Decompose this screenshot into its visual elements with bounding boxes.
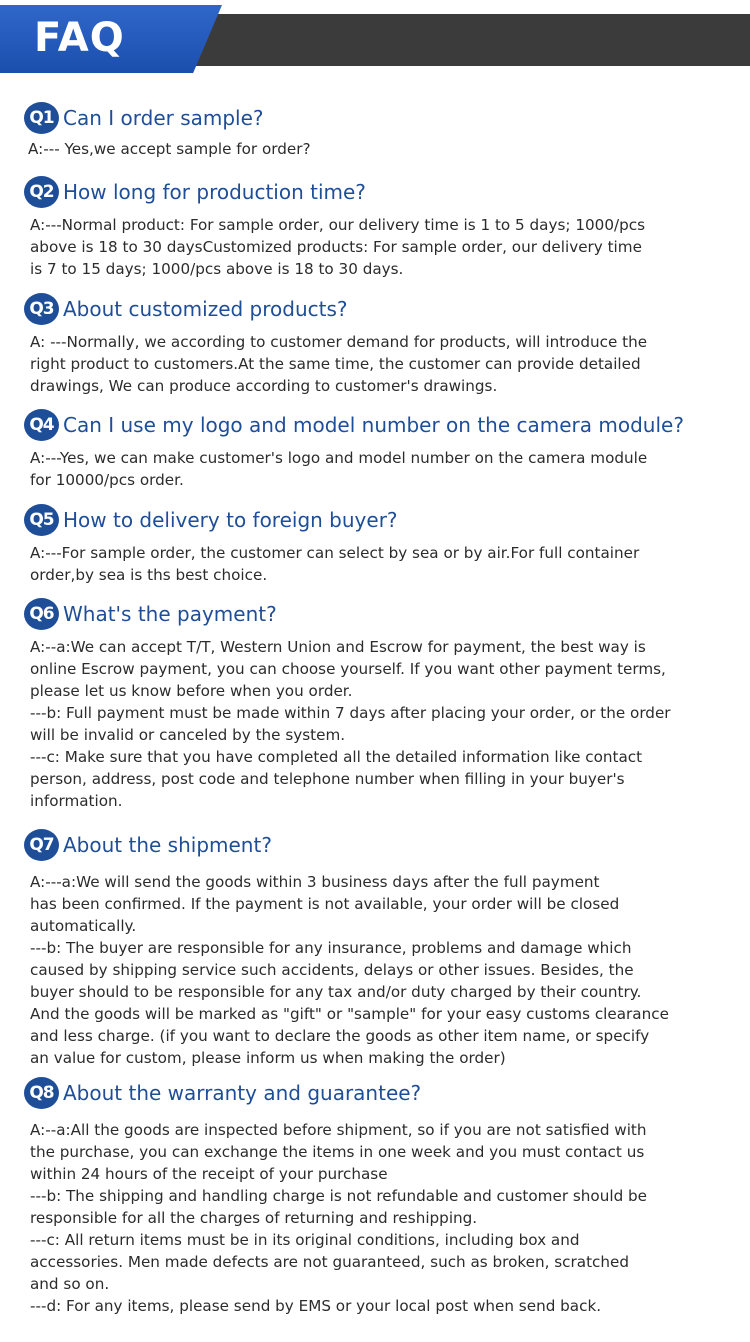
faq-item-7 (0, 829, 750, 1069)
faq-item-8 (0, 1077, 750, 1317)
faq-item-1 (0, 102, 750, 160)
question-badge: Q5 (24, 504, 59, 536)
question-row (0, 176, 750, 208)
question-text: What's the payment? (63, 602, 277, 626)
faq-item-5 (0, 504, 750, 586)
answer-text: A:---Normal product: For sample order, our delivery time is 1 to 5 days; 1000/pcs above is 18 to 30 daysCustomized products: For sample order, our delivery time is 7 to 15 days; 1000/pcs above is 18 to 30 days. (30, 216, 645, 278)
question-row (0, 293, 750, 325)
question-text: About customized products? (63, 297, 348, 321)
answer-text: A:---Yes, we can make customer's logo and model number on the camera module for 10000/pcs order. (30, 449, 648, 489)
question-row (0, 409, 750, 441)
question-row (0, 598, 750, 630)
page-title: FAQ (34, 15, 125, 61)
question-row (0, 102, 750, 134)
faq-item-3 (0, 293, 750, 397)
question-row (0, 829, 750, 861)
question-badge: Q3 (24, 293, 59, 325)
question-text: About the shipment? (63, 833, 272, 857)
question-text: Can I order sample? (63, 106, 264, 130)
answer-text: A:--a:All the goods are inspected before shipment, so if you are not satisfied with the purchase, you can exchange the items in one week and you must contact us within 24 hours of the receipt of your purchase ---b: The shipping and handling charge is not refundable and customer should be responsible for all the charges of returning and reshipping. ---c: All return items must be in its original conditions, including box and accessories. Men made defects are not guaranteed, such as broken, scratched and so on. ---d: For any items, please send by EMS or your local post when send back. (30, 1121, 648, 1315)
question-badge: Q8 (24, 1077, 59, 1109)
question-badge: Q4 (24, 409, 59, 441)
answer-text: A:---For sample order, the customer can select by sea or by air.For full container order,by sea is ths best choice. (30, 544, 640, 584)
question-text: How long for production time? (63, 180, 366, 204)
question-row (0, 504, 750, 536)
faq-item-6 (0, 598, 750, 812)
question-text: Can I use my logo and model number on the camera module? (63, 413, 684, 437)
faq-item-4 (0, 409, 750, 491)
answer-text: A:---a:We will send the goods within 3 business days after the full payment has been confirmed. If the payment is not available, your order will be closed automatically. ---b: The buyer are responsible for any insurance, problems and damage which caused by shipping service such accidents, delays or other issues. Besides, the buyer should to be responsible for any tax and/or duty charged by their country. And the goods will be marked as "gift" or "sample" for your easy customs clearance and less charge. (if you want to declare the goods as other item name, or specify an value for custom, please inform us when making the order) (30, 873, 669, 1067)
question-text: How to delivery to foreign buyer? (63, 508, 398, 532)
answer-text: A:--a:We can accept T/T, Western Union and Escrow for payment, the best way is online Escrow payment, you can choose yourself. If you want other payment terms, please let us know before when you order. ---b: Full payment must be made within 7 days after placing your order, or the order will be invalid or canceled by the system. ---c: Make sure that you have completed all the detailed information like contact person, address, post code and telephone number when filling in your buyer's information. (30, 638, 671, 810)
question-badge: Q6 (24, 598, 59, 630)
question-badge: Q1 (24, 102, 59, 134)
answer-text: A: ---Normally, we according to customer demand for products, will introduce the right product to customers.At the same time, the customer can provide detailed drawings, We can produce according to customer's drawings. (30, 333, 648, 395)
question-row (0, 1077, 750, 1109)
faq-banner (0, 0, 750, 80)
faq-item-2 (0, 176, 750, 280)
question-badge: Q2 (24, 176, 59, 208)
question-text: About the warranty and guarantee? (63, 1081, 422, 1105)
question-badge: Q7 (24, 829, 59, 861)
answer-text: A:--- Yes,we accept sample for order? (28, 140, 311, 158)
